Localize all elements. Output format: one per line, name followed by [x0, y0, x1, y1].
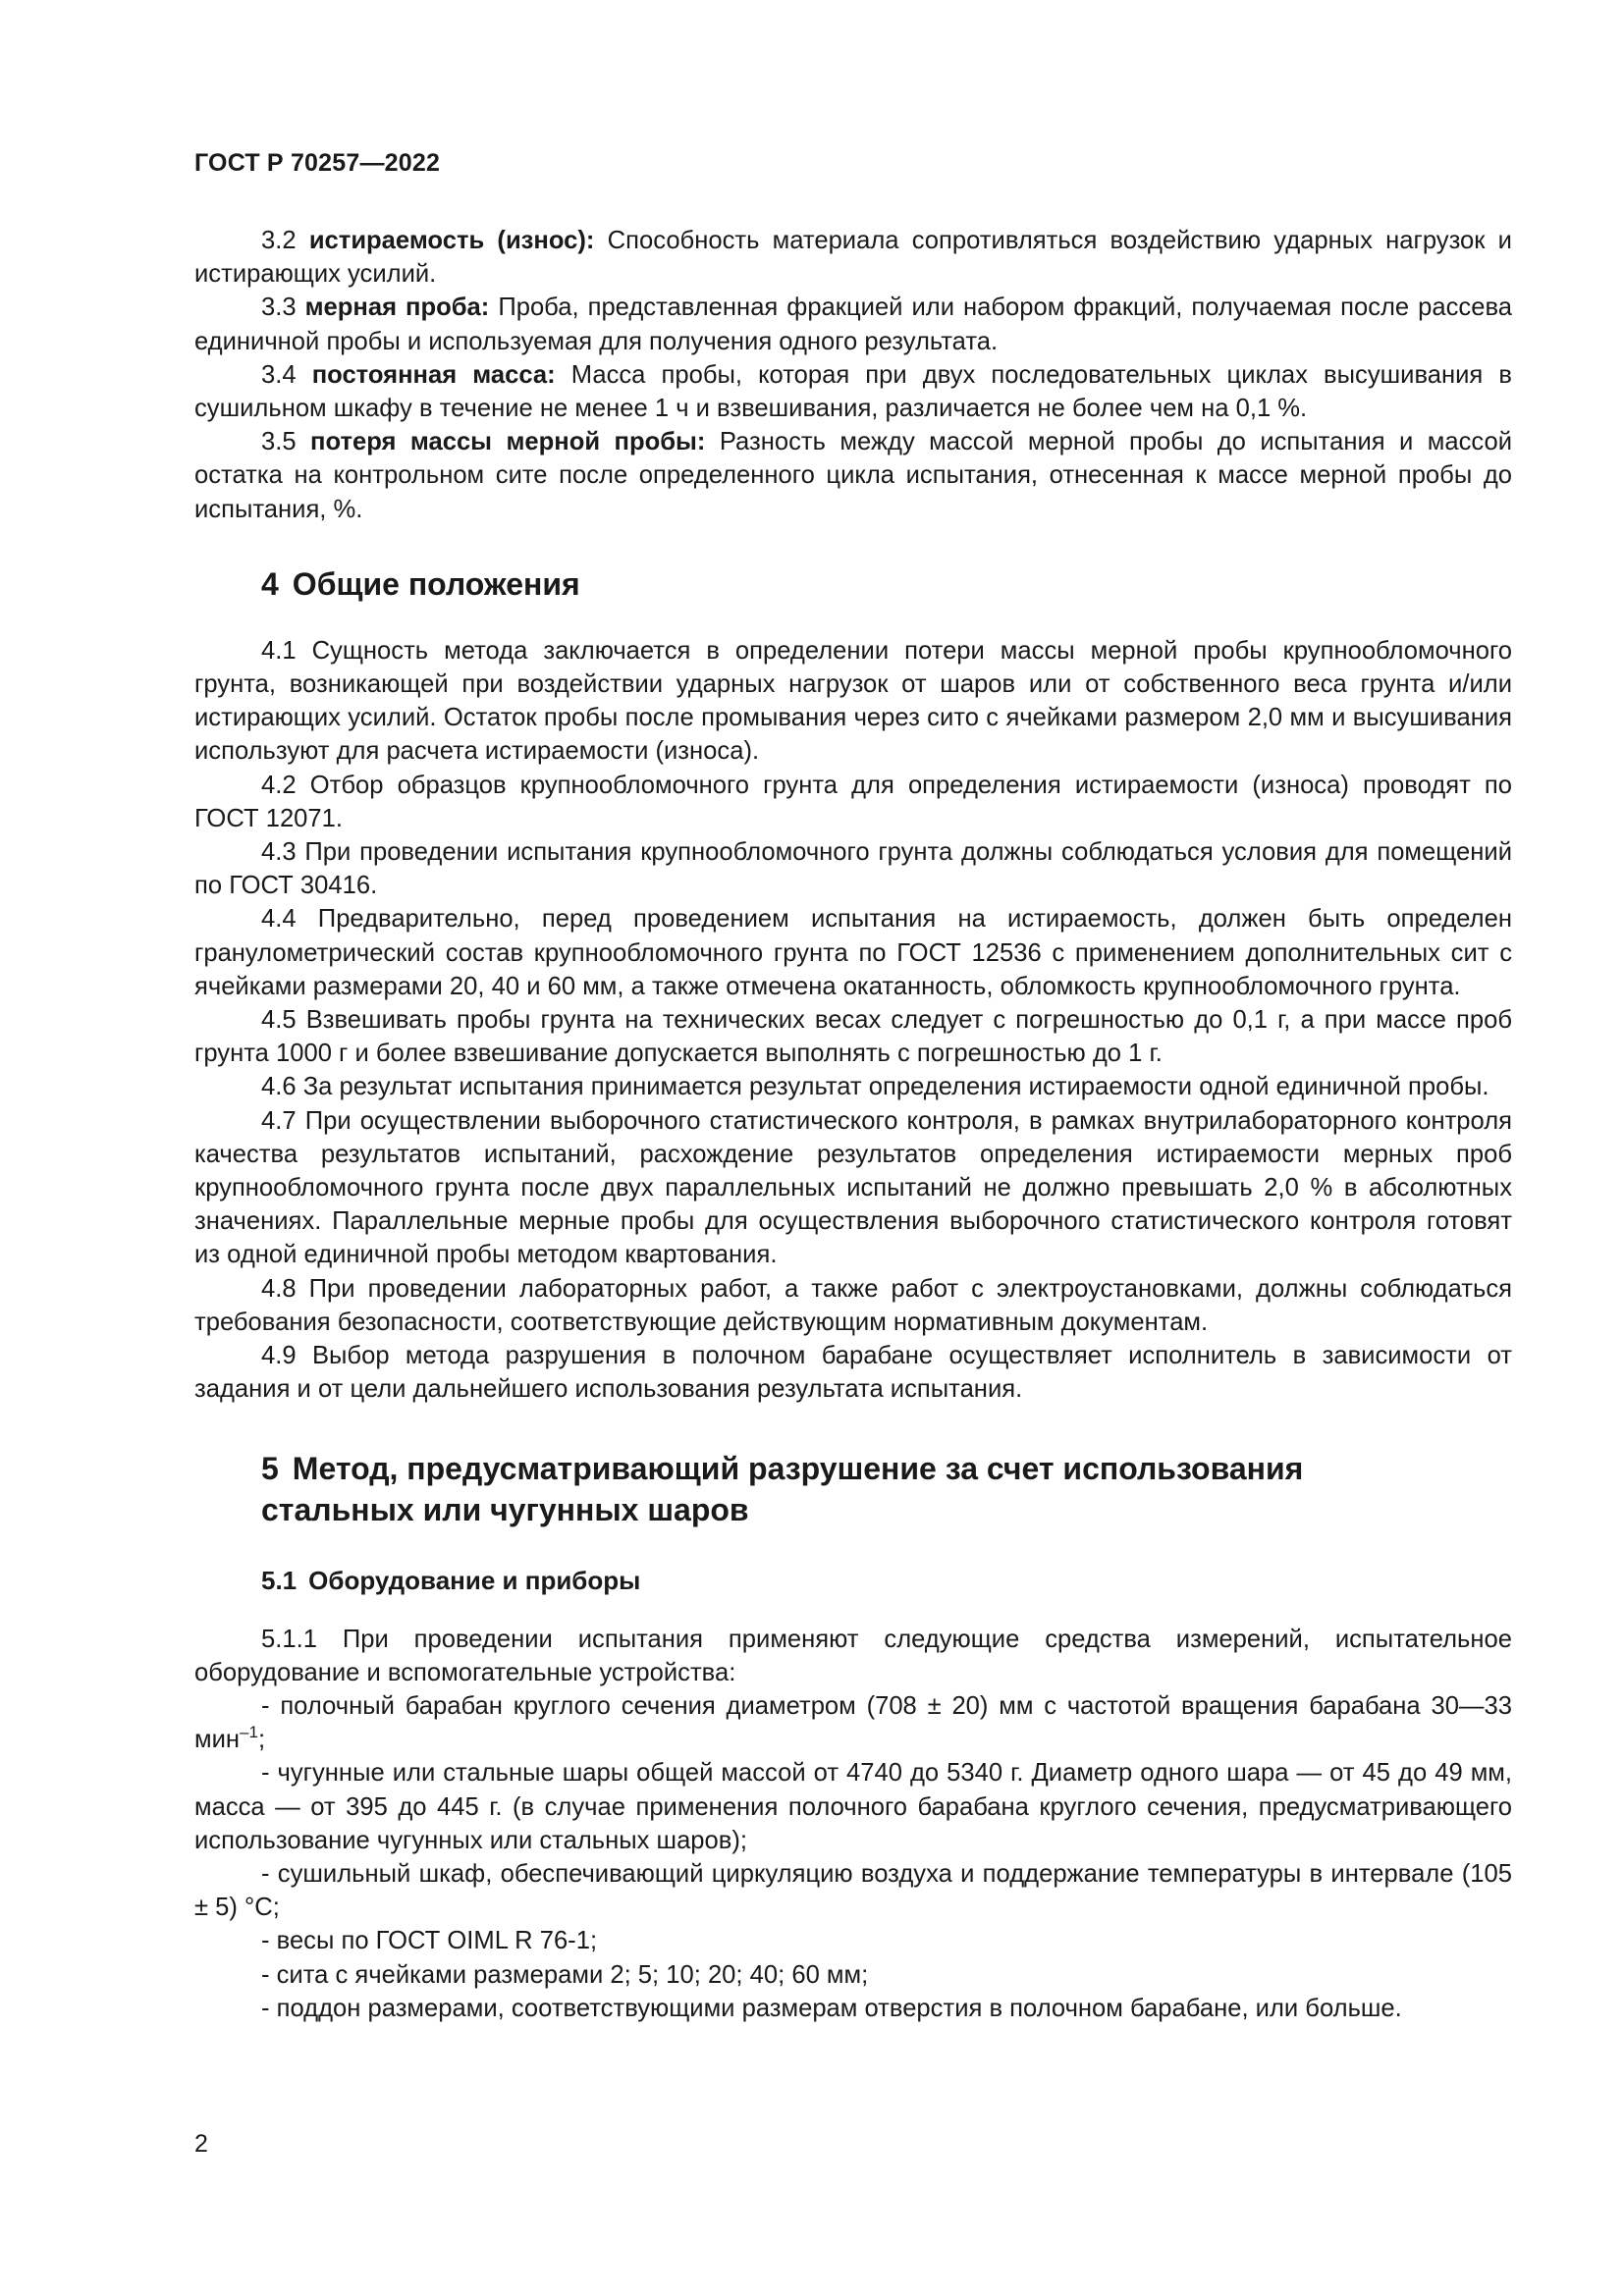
term-definition: [194, 425, 1512, 526]
clause-paragraph: [194, 902, 1512, 1003]
term-text: Способность материала сопротивляться воздействию ударных нагрузок и истирающих усилий.: [194, 227, 1512, 289]
section-number: 5: [261, 1450, 279, 1486]
clause-number: 4.4: [261, 905, 297, 934]
clause-text: Выбор метода разрушения в полочном барабане осуществляет исполнитель в зависимости от задания и от цели дальнейшего использования результата испытания.: [194, 1342, 1512, 1404]
subsection-number: 5.1: [261, 1565, 298, 1595]
clause-paragraph: [194, 769, 1512, 835]
term-definition: [194, 224, 1512, 291]
item-text: - поддон размерами, соответствующими размерам отверстия в полочном барабане, или больше.: [261, 1994, 1402, 2022]
equipment-list-item: [194, 1924, 1512, 1957]
item-text: - полочный барабан круглого сечения диаметром (708 ± 20) мм с частотой вращения барабана 30—33 мин: [194, 1691, 1512, 1754]
document-header: ГОСТ Р 70257—2022: [194, 149, 441, 177]
clause-number: 4.8: [261, 1274, 297, 1303]
document-body: [194, 224, 1512, 2025]
item-text: - сита с ячейками размерами 2; 5; 10; 20; 40; 60 мм;: [261, 1960, 869, 1989]
section-title-line1: Метод, предусматривающий разрушение за счет использования: [292, 1450, 1304, 1486]
clause-paragraph: [194, 1104, 1512, 1272]
clause-number: 4.7: [261, 1106, 297, 1135]
equipment-list-item: [194, 1689, 1512, 1756]
section-title: Общие положения: [292, 565, 580, 602]
term-name: мерная проба:: [304, 294, 490, 322]
item-text: - чугунные или стальные шары общей массой от 4740 до 5340 г. Диаметр одного шара — от 45 до 49 мм, масса — от 395 до 445 г. (в случае применения полочного барабана круглого сечения, предусматривающего использование чугунных или стальных шаров);: [194, 1759, 1512, 1854]
term-number: 3.5: [261, 428, 297, 456]
term-text: Масса пробы, которая при двух последовательных циклах высушивания в сушильном шкафу в течение не менее 1 ч и взвешивания, различается не более чем на 0,1 %.: [194, 360, 1512, 423]
clause-text: При проведении лабораторных работ, а также работ с электроустановками, должны соблюдаться требования безопасности, соответствующие действующим нормативным документам.: [194, 1274, 1512, 1336]
term-definition: [194, 291, 1512, 357]
term-number: 3.2: [261, 227, 297, 254]
clause-text: Сущность метода заключается в определении потери массы мерной пробы крупнообломочного грунта, возникающей при воздействии ударных нагрузок от шаров или от собственного веса грунта и/или истирающих усилий. Остаток пробы после промывания через сито с ячейками размером 2,0 мм и высушивания используют для расчета истираемости (износа).: [194, 636, 1512, 766]
term-definition: [194, 358, 1512, 425]
clause-number: 4.2: [261, 771, 297, 799]
clause-number: 4.3: [261, 838, 297, 867]
equipment-list-item: [194, 1857, 1512, 1924]
clause-number: 4.5: [261, 1006, 297, 1035]
clause-text: За результат испытания принимается результат определения истираемости одной единичной пробы.: [302, 1073, 1489, 1101]
page-number: 2: [194, 2130, 208, 2158]
clause-number: 4.9: [261, 1342, 297, 1370]
item-text: - весы по ГОСТ OIML R 76-1;: [261, 1927, 598, 1955]
subsection-5-1-heading: [261, 1564, 1512, 1597]
clause-text: При проведении испытания крупнообломочного грунта должны соблюдаться условия для помещений по ГОСТ 30416.: [194, 838, 1512, 900]
equipment-list-item: [194, 1756, 1512, 1857]
clause-number: 4.1: [261, 636, 297, 665]
clause-paragraph: [194, 1623, 1512, 1689]
equipment-list-item: [194, 1992, 1512, 2025]
item-text: - сушильный шкаф, обеспечивающий циркуляцию воздуха и поддержание температуры в интервале (105 ± 5) °С;: [194, 1859, 1512, 1922]
clause-paragraph: [194, 634, 1512, 769]
term-number: 3.4: [261, 360, 297, 389]
item-superscript: –1: [240, 1723, 258, 1742]
clause-paragraph: [194, 1070, 1512, 1103]
clause-text: Предварительно, перед проведением испытания на истираемость, должен быть определен гранулометрический состав крупнообломочного грунта по ГОСТ 12536 с применением дополнительных сит с ячейками размерами 20, 40 и 60 мм, а также отмечена окатанность, обломкость крупнообломочного грунта.: [194, 905, 1512, 1000]
term-name: постоянная масса:: [311, 360, 556, 389]
term-number: 3.3: [261, 294, 297, 322]
section-number: 4: [261, 565, 279, 602]
clause-paragraph: [194, 1003, 1512, 1070]
term-name: потеря массы мерной пробы:: [310, 428, 706, 456]
clause-text: Взвешивать пробы грунта на технических весах следует с погрешностью до 0,1 г, а при массе проб грунта 1000 г и более взвешивание допускается выполнять с погрешностью до 1 г.: [194, 1006, 1513, 1068]
clause-text: При осуществлении выборочного статистического контроля, в рамках внутрилабораторного контроля качества результатов испытаний, расхождение результатов определения истираемости мерных проб крупнообломочного грунта после двух параллельных испытаний не должно превышать 2,0 % в абсолютных значениях. Параллельные мерные пробы для осуществления выборочного статистического контроля готовят из одной единичной пробы методом квартования.: [194, 1106, 1512, 1269]
clause-number: 5.1.1: [261, 1625, 317, 1653]
clause-number: 4.6: [261, 1073, 297, 1101]
clause-paragraph: [194, 1272, 1512, 1339]
clause-text: При проведении испытания применяют следующие средства измерений, испытательное оборудование и вспомогательные устройства:: [194, 1625, 1512, 1686]
term-name: истираемость (износ):: [308, 227, 595, 254]
term-text: Проба, представленная фракцией или набором фракций, получаемая после рассева единичной пробы и используемая для получения одного результата.: [194, 294, 1512, 355]
section-4-heading: [261, 563, 1512, 605]
item-tail: ;: [257, 1726, 266, 1754]
section-5-heading: [261, 1448, 1512, 1530]
term-text: Разность между массой мерной пробы до испытания и массой остатка на контрольном сите после определенного цикла испытания, отнесенная к массе мерной пробы до испытания, %.: [194, 428, 1512, 523]
section-title-line2: стальных или чугунных шаров: [261, 1491, 749, 1527]
equipment-list-item: [194, 1958, 1512, 1992]
clause-paragraph: [194, 835, 1512, 902]
clause-text: Отбор образцов крупнообломочного грунта для определения истираемости (износа) проводят по ГОСТ 12071.: [194, 771, 1512, 832]
subsection-title: Оборудование и приборы: [308, 1565, 641, 1595]
clause-paragraph: [194, 1339, 1512, 1406]
